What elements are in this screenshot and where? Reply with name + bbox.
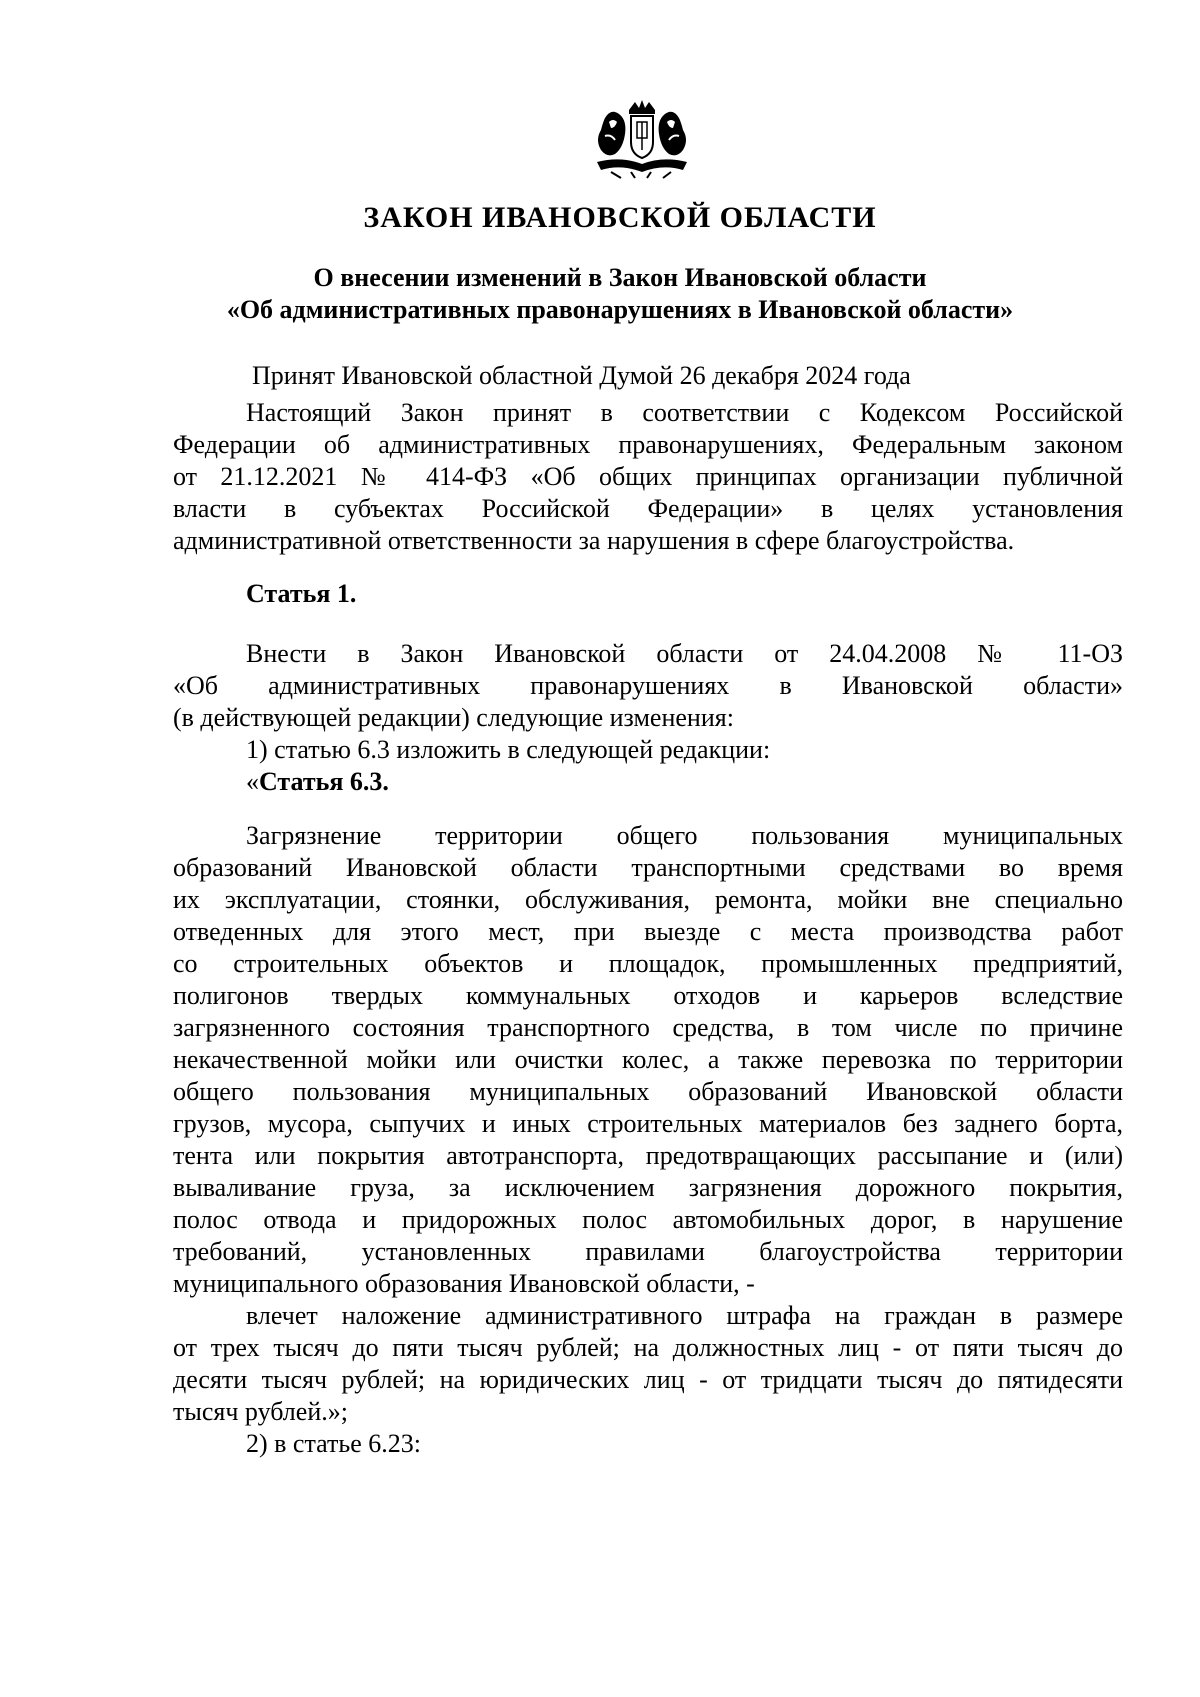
article-6-3-heading <box>173 766 1123 798</box>
text-line: отведенных для этого мест, при выезде с места производства работ <box>173 917 1123 946</box>
text-line: требований, установленных правилами благоустройства территории <box>173 1237 1123 1266</box>
text-line: некачественной мойки или очистки колес, а также перевозка по территории <box>173 1045 1123 1074</box>
text-line: общего пользования муниципальных образований Ивановской области <box>173 1077 1123 1106</box>
coat-of-arms-emblem <box>591 98 693 180</box>
text-line: «Об административных правонарушениях в Ивановской области» <box>173 671 1123 700</box>
text-line: их эксплуатации, стоянки, обслуживания, ремонта, мойки вне специально <box>173 885 1123 914</box>
quote-mark: « <box>246 767 259 796</box>
text-line: от 21.12.2021 № 414-ФЗ «Об общих принципах организации публичной <box>173 462 1123 491</box>
text-line: Внести в Закон Ивановской области от 24.04.2008 № 11-ОЗ <box>246 639 1123 668</box>
text-line: тысяч рублей.»; <box>173 1397 348 1426</box>
text-line: тента или покрытия автотранспорта, предотвращающих рассыпание и (или) <box>173 1141 1123 1170</box>
text-line: полигонов твердых коммунальных отходов и карьеров вследствие <box>173 981 1123 1010</box>
text-line: со строительных объектов и площадок, промышленных предприятий, <box>173 949 1123 978</box>
preamble-paragraph <box>173 397 1123 557</box>
text-line: (в действующей редакции) следующие изменения: <box>173 703 734 732</box>
text-line: власти в субъектах Российской Федерации» в целях установления <box>173 494 1123 523</box>
article-1-paragraph <box>173 638 1123 798</box>
amendment-item-1: 1) статью 6.3 изложить в следующей редакции: <box>246 735 771 764</box>
adoption-statement: Принят Ивановской областной Думой 26 декабря 2024 года <box>252 361 911 390</box>
article-1-heading: Статья 1. <box>246 579 357 608</box>
text-line: муниципального образования Ивановской области, - <box>173 1269 755 1298</box>
text-line: Федерации об административных правонарушениях, Федеральным законом <box>173 430 1123 459</box>
article-6-3-title: Статья 6.3. <box>259 767 389 796</box>
text-line: загрязненного состояния транспортного средства, в том числе по причине <box>173 1013 1123 1042</box>
text-line: Загрязнение территории общего пользования муниципальных <box>246 821 1123 850</box>
text-line: Настоящий Закон принят в соответствии с Кодексом Российской <box>246 398 1123 427</box>
subtitle-line: О внесении изменений в Закон Ивановской области <box>313 263 927 292</box>
text-line: влечет наложение административного штрафа на граждан в размере <box>246 1301 1123 1330</box>
text-line: полос отвода и придорожных полос автомобильных дорог, в нарушение <box>173 1205 1123 1234</box>
amendment-item-2: 2) в статье 6.23: <box>246 1429 422 1458</box>
text-line: грузов, мусора, сыпучих и иных строительных материалов без заднего борта, <box>173 1109 1123 1138</box>
document-subtitle <box>0 262 1200 326</box>
text-line: от трех тысяч до пяти тысяч рублей; на должностных лиц - от пяти тысяч до <box>173 1333 1123 1362</box>
text-line: образований Ивановской области транспортными средствами во время <box>173 853 1123 882</box>
document-title: ЗАКОН ИВАНОВСКОЙ ОБЛАСТИ <box>363 201 877 234</box>
text-line: десяти тысяч рублей; на юридических лиц - от тридцати тысяч до пятидесяти <box>173 1365 1123 1394</box>
article-6-3-text <box>173 820 1123 1460</box>
subtitle-line: «Об административных правонарушениях в Ивановской области» <box>226 295 1014 324</box>
text-line: вываливание груза, за исключением загрязнения дорожного покрытия, <box>173 1173 1123 1202</box>
text-line: административной ответственности за нарушения в сфере благоустройства. <box>173 526 1015 555</box>
